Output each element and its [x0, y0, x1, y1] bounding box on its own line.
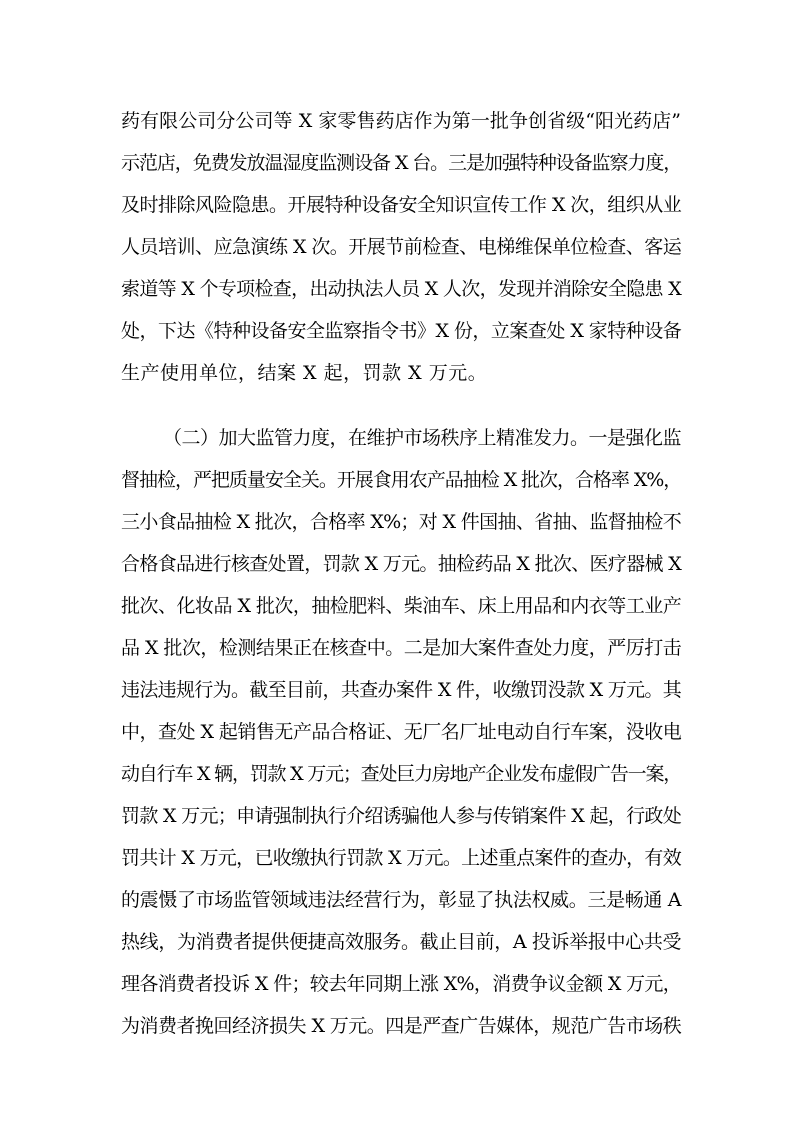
paragraph-2-line-5: 批次、化妆品 X 批次，抽检肥料、柴油车、床上用品和内衣等工业产: [121, 595, 681, 617]
paragraph-2-line-12: 的震慑了市场监管领域违法经营行为，彰显了执法权威。三是畅通 A: [121, 889, 681, 911]
paragraph-2-line-13: 热线，为消费者提供便捷高效服务。截止目前，A 投诉举报中心共受: [121, 931, 681, 953]
paragraph-2-line-2: 督抽检，严把质量安全关。开展食用农产品抽检 X 批次，合格率 X%，: [121, 469, 681, 491]
paragraph-1-line-4: 人员培训、应急演练 X 次。开展节前检查、电梯维保单位检查、客运: [121, 236, 681, 258]
paragraph-1-line-7: 生产使用单位，结案 X 起，罚款 X 万元。: [121, 362, 488, 384]
paragraph-2-line-7: 违法违规行为。截至目前，共查办案件 X 件，收缴罚没款 X 万元。其: [121, 679, 681, 701]
paragraph-1-line-1: 药有限公司分公司等 X 家零售药店作为第一批争创省级“阳光药店”: [121, 110, 681, 132]
paragraph-1-line-5: 索道等 X 个专项检查，出动执法人员 X 人次，发现并消除安全隐患 X: [121, 278, 681, 300]
paragraph-2-line-10: 罚款 X 万元；申请强制执行介绍诱骗他人参与传销案件 X 起，行政处: [121, 805, 681, 827]
paragraph-2-line-9: 动自行车 X 辆，罚款 X 万元；查处巨力房地产企业发布虚假广告一案，: [121, 763, 681, 785]
paragraph-2-line-6: 品 X 批次，检测结果正在核查中。二是加大案件查处力度，严厉打击: [121, 637, 681, 659]
paragraph-2-line-14: 理各消费者投诉 X 件；较去年同期上涨 X%，消费争议金额 X 万元，: [121, 973, 681, 995]
paragraph-2-line-1: （二）加大监管力度，在维护市场秩序上精准发力。一是强化监: [163, 427, 682, 449]
paragraph-2-line-15: 为消费者挽回经济损失 X 万元。四是严查广告媒体，规范广告市场秩: [121, 1015, 681, 1037]
paragraph-2-line-4: 合格食品进行核查处置，罚款 X 万元。抽检药品 X 批次、医疗器械 X: [121, 553, 681, 575]
paragraph-1-line-2: 示范店，免费发放温湿度监测设备 X 台。三是加强特种设备监察力度，: [121, 152, 681, 174]
paragraph-1-line-3: 及时排除风险隐患。开展特种设备安全知识宣传工作 X 次，组织从业: [121, 194, 681, 216]
paragraph-2-line-3: 三小食品抽检 X 批次，合格率 X%；对 X 件国抽、省抽、监督抽检不: [121, 511, 681, 533]
paragraph-2-line-11: 罚共计 X 万元，已收缴执行罚款 X 万元。上述重点案件的查办，有效: [121, 847, 681, 869]
paragraph-2-line-8: 中，查处 X 起销售无产品合格证、无厂名厂址电动自行车案，没收电: [121, 721, 681, 743]
paragraph-1-line-6: 处，下达《特种设备安全监察指令书》X 份，立案查处 X 家特种设备: [121, 320, 681, 342]
